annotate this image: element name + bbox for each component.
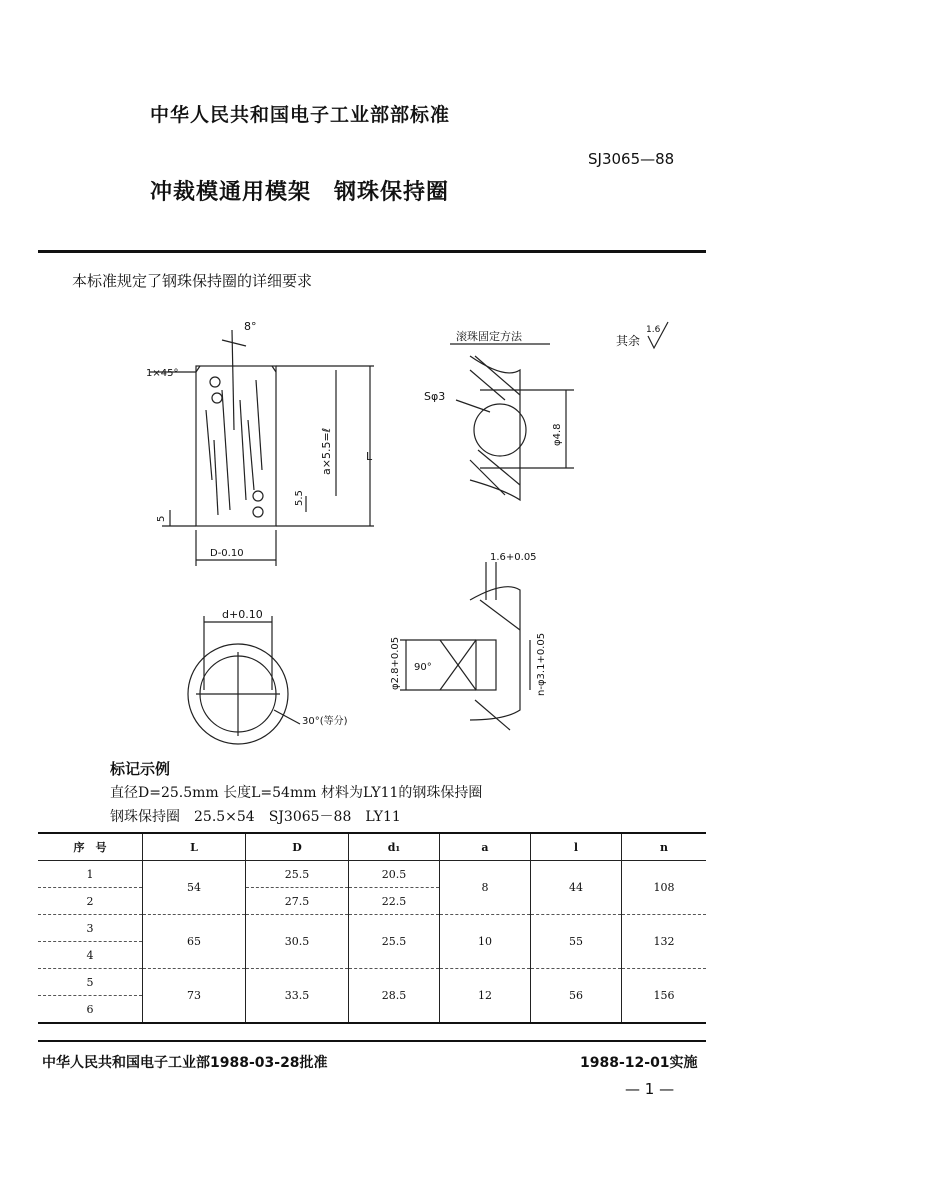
dim-30-label: 30°(等分) <box>302 716 348 727</box>
approval-text: 中华人民共和国电子工业部1988-03-28批准 <box>42 1055 328 1071</box>
doc-title: 冲裁模通用模架 钢珠保持圈 <box>150 180 450 205</box>
page-number: — 1 — <box>625 1080 675 1098</box>
cell-l-small: 56 <box>531 969 622 1024</box>
dim-16-label: 1.6+0.05 <box>490 552 537 563</box>
cell-l: 54 <box>143 861 246 915</box>
dim-sphi3-label: Sφ3 <box>424 390 446 403</box>
dim-l-label: L <box>366 450 373 463</box>
dim-n-phi31-label: n-φ3.1+0.05 <box>536 632 547 696</box>
cell-l: 65 <box>143 915 246 969</box>
ball-section-view <box>450 344 574 500</box>
cell-d: 27.5 <box>246 888 349 915</box>
cell-d: 33.5 <box>246 969 349 1024</box>
dim-phi48-label: φ4.8 <box>552 423 563 446</box>
cell-no: 5 <box>38 969 143 996</box>
dim-90-label: 90° <box>414 662 432 673</box>
table-row <box>38 969 706 996</box>
cell-d1: 28.5 <box>349 969 440 1024</box>
section-title: 滚珠固定方法 <box>456 330 522 343</box>
ring-top-view <box>188 616 300 744</box>
cell-no: 6 <box>38 996 143 1024</box>
surface-note: 其余 <box>616 334 641 348</box>
spec-table <box>38 832 706 1024</box>
col-a: a <box>440 833 531 861</box>
col-l: L <box>143 833 246 861</box>
standard-code: SJ3065—88 <box>588 150 675 168</box>
cell-d1: 22.5 <box>349 888 440 915</box>
cell-a: 12 <box>440 969 531 1024</box>
cell-n: 108 <box>622 861 707 915</box>
hole-section-view <box>400 562 530 730</box>
col-d: D <box>246 833 349 861</box>
cell-a: 10 <box>440 915 531 969</box>
technical-drawing <box>0 300 720 760</box>
chamfer-label: 1×45° <box>146 368 179 379</box>
dim-a55-label: a×5.5=ℓ <box>320 427 333 475</box>
roughness-value: 1.6 <box>646 325 661 335</box>
cell-no: 1 <box>38 861 143 888</box>
cylinder-front-view <box>150 330 374 566</box>
cell-l: 73 <box>143 969 246 1024</box>
cell-no: 2 <box>38 888 143 915</box>
cell-d: 30.5 <box>246 915 349 969</box>
effective-date: 1988-12-01实施 <box>580 1055 698 1071</box>
table-row <box>38 915 706 942</box>
angle-label: 8° <box>244 320 257 333</box>
cell-n: 156 <box>622 969 707 1024</box>
cell-d1: 25.5 <box>349 915 440 969</box>
marking-example-line2: 钢珠保持圈 25.5×54 SJ3065－88 LY11 <box>110 809 401 825</box>
cell-a: 8 <box>440 861 531 915</box>
col-l-small: l <box>531 833 622 861</box>
col-d1: d₁ <box>349 833 440 861</box>
table-row <box>38 861 706 888</box>
org-title: 中华人民共和国电子工业部部标准 <box>150 104 451 126</box>
dim-d1-label: d+0.10 <box>222 608 263 621</box>
cell-no: 3 <box>38 915 143 942</box>
col-n: n <box>622 833 707 861</box>
cell-n: 132 <box>622 915 707 969</box>
dim-d-label: D-0.10 <box>210 548 244 559</box>
intro-text: 本标准规定了钢珠保持圈的详细要求 <box>72 272 313 290</box>
footer-rule <box>38 1040 706 1042</box>
cell-l-small: 55 <box>531 915 622 969</box>
dim-55-label: 5.5 <box>294 490 305 506</box>
table-header-row <box>38 833 706 861</box>
header-rule <box>38 250 706 253</box>
col-no: 序 号 <box>38 833 143 861</box>
marking-example-line1: 直径D=25.5mm 长度L=54mm 材料为LY11的钢珠保持圈 <box>110 785 483 801</box>
cell-no: 4 <box>38 942 143 969</box>
cell-l-small: 44 <box>531 861 622 915</box>
dim-phi28-label: φ2.8+0.05 <box>390 636 401 690</box>
cell-d: 25.5 <box>246 861 349 888</box>
marking-heading: 标记示例 <box>110 760 171 778</box>
cell-d1: 20.5 <box>349 861 440 888</box>
dim-5-label: 5 <box>156 515 167 522</box>
